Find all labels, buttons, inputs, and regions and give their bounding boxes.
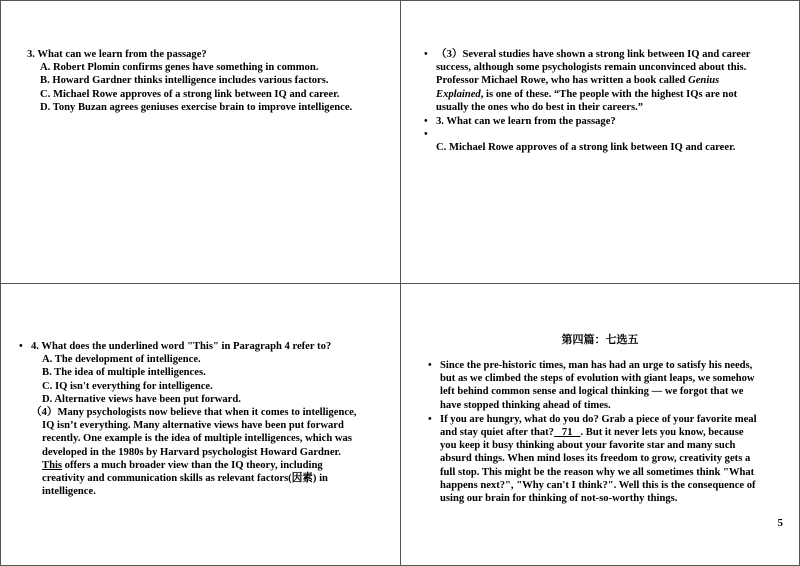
passage-paragraph-1: • Since the pre-historic times, man has had an urge to satisfy his needs, but as we climbed the steps of evolution with giant leaps, we somehow left behind common sense and logical thinking — we forgot that we have stopped thinking ahead of times. (428, 360, 755, 411)
option-b: B. The idea of multiple intelligences. (42, 367, 206, 379)
answer-c: C. Michael Rowe approves of a strong link between IQ and career. (436, 142, 736, 154)
option-b: B. Howard Gardner thinks intelligence includes various factors. (40, 75, 329, 87)
paragraph-3-block (424, 48, 776, 155)
option-c: C. IQ isn't everything for intelligence. (42, 380, 213, 392)
option-d: D. Alternative views have been put forward. (42, 393, 241, 405)
bullet-icon: • (19, 341, 23, 352)
page-number: 5 (777, 517, 783, 529)
option-a: A. The development of intelligence. (42, 354, 201, 366)
option-c: C. Michael Rowe approves of a strong link between IQ and career. (40, 88, 340, 100)
option-a: A. Robert Plomin confirms genes have something in common. (40, 62, 319, 74)
underlined-this: This (42, 459, 63, 471)
passage-block (428, 359, 780, 506)
question-3-text: 3. What can we learn from the passage? (27, 49, 207, 60)
empty-bullet (424, 128, 776, 141)
bullet-icon: • (424, 129, 428, 141)
bullet-icon: • (424, 116, 428, 128)
bullet-icon: • (424, 49, 428, 60)
question-3-block (27, 48, 352, 114)
bullet-icon: • (428, 413, 432, 425)
bullet-icon: • (428, 360, 432, 371)
question-3-repeat: • 3. What can we learn from the passage? (424, 116, 616, 128)
blank-71: 71 (553, 427, 581, 439)
passage-paragraph-2: • If you are hungry, what do you do? Grab a piece of your favorite meal and stay quiet after that? 71 . But it never lets you know, because you keep it busy thinking about your favorite star and many such absurd things. When mind loses its freedom to grow, creativity gets a full stop. This might be the reason why we all sometimes think "What happens next?", "Why can't I think?". Well this is the consequence of using our brain for thinking of not-so-worthy things. (428, 413, 757, 505)
question-4-block (19, 340, 381, 498)
slide-top-left (0, 0, 401, 284)
paragraph-3: • （3）Several studies have shown a strong link between IQ and career success, although some psychologists remain unconvinced about this. Professor Michael Rowe, who has written a book called Genius Explained, is one of these. “The people with the highest IQs are not usually the ones who do best in their careers.” (424, 49, 751, 113)
option-d: D. Tony Buzan agrees geniuses exercise brain to improve intelligence. (40, 101, 353, 113)
paragraph-4: （4）Many psychologists now believe that when it comes to intelligence, IQ isn’t everything. Many alternative views have been put forward recently. One example is the idea of multiple intelligences, which was developed in the 1980s by Harvard psychologist Howard Gardner. This offers a much broader view than the IQ theory, including creativity and communication skills as relevant factors(因素) in intelligence. (31, 407, 357, 498)
section-title: 第四篇：七选五 (561, 333, 639, 346)
question-4: • 4. What does the underlined word "This" in Paragraph 4 refer to? (19, 341, 332, 352)
